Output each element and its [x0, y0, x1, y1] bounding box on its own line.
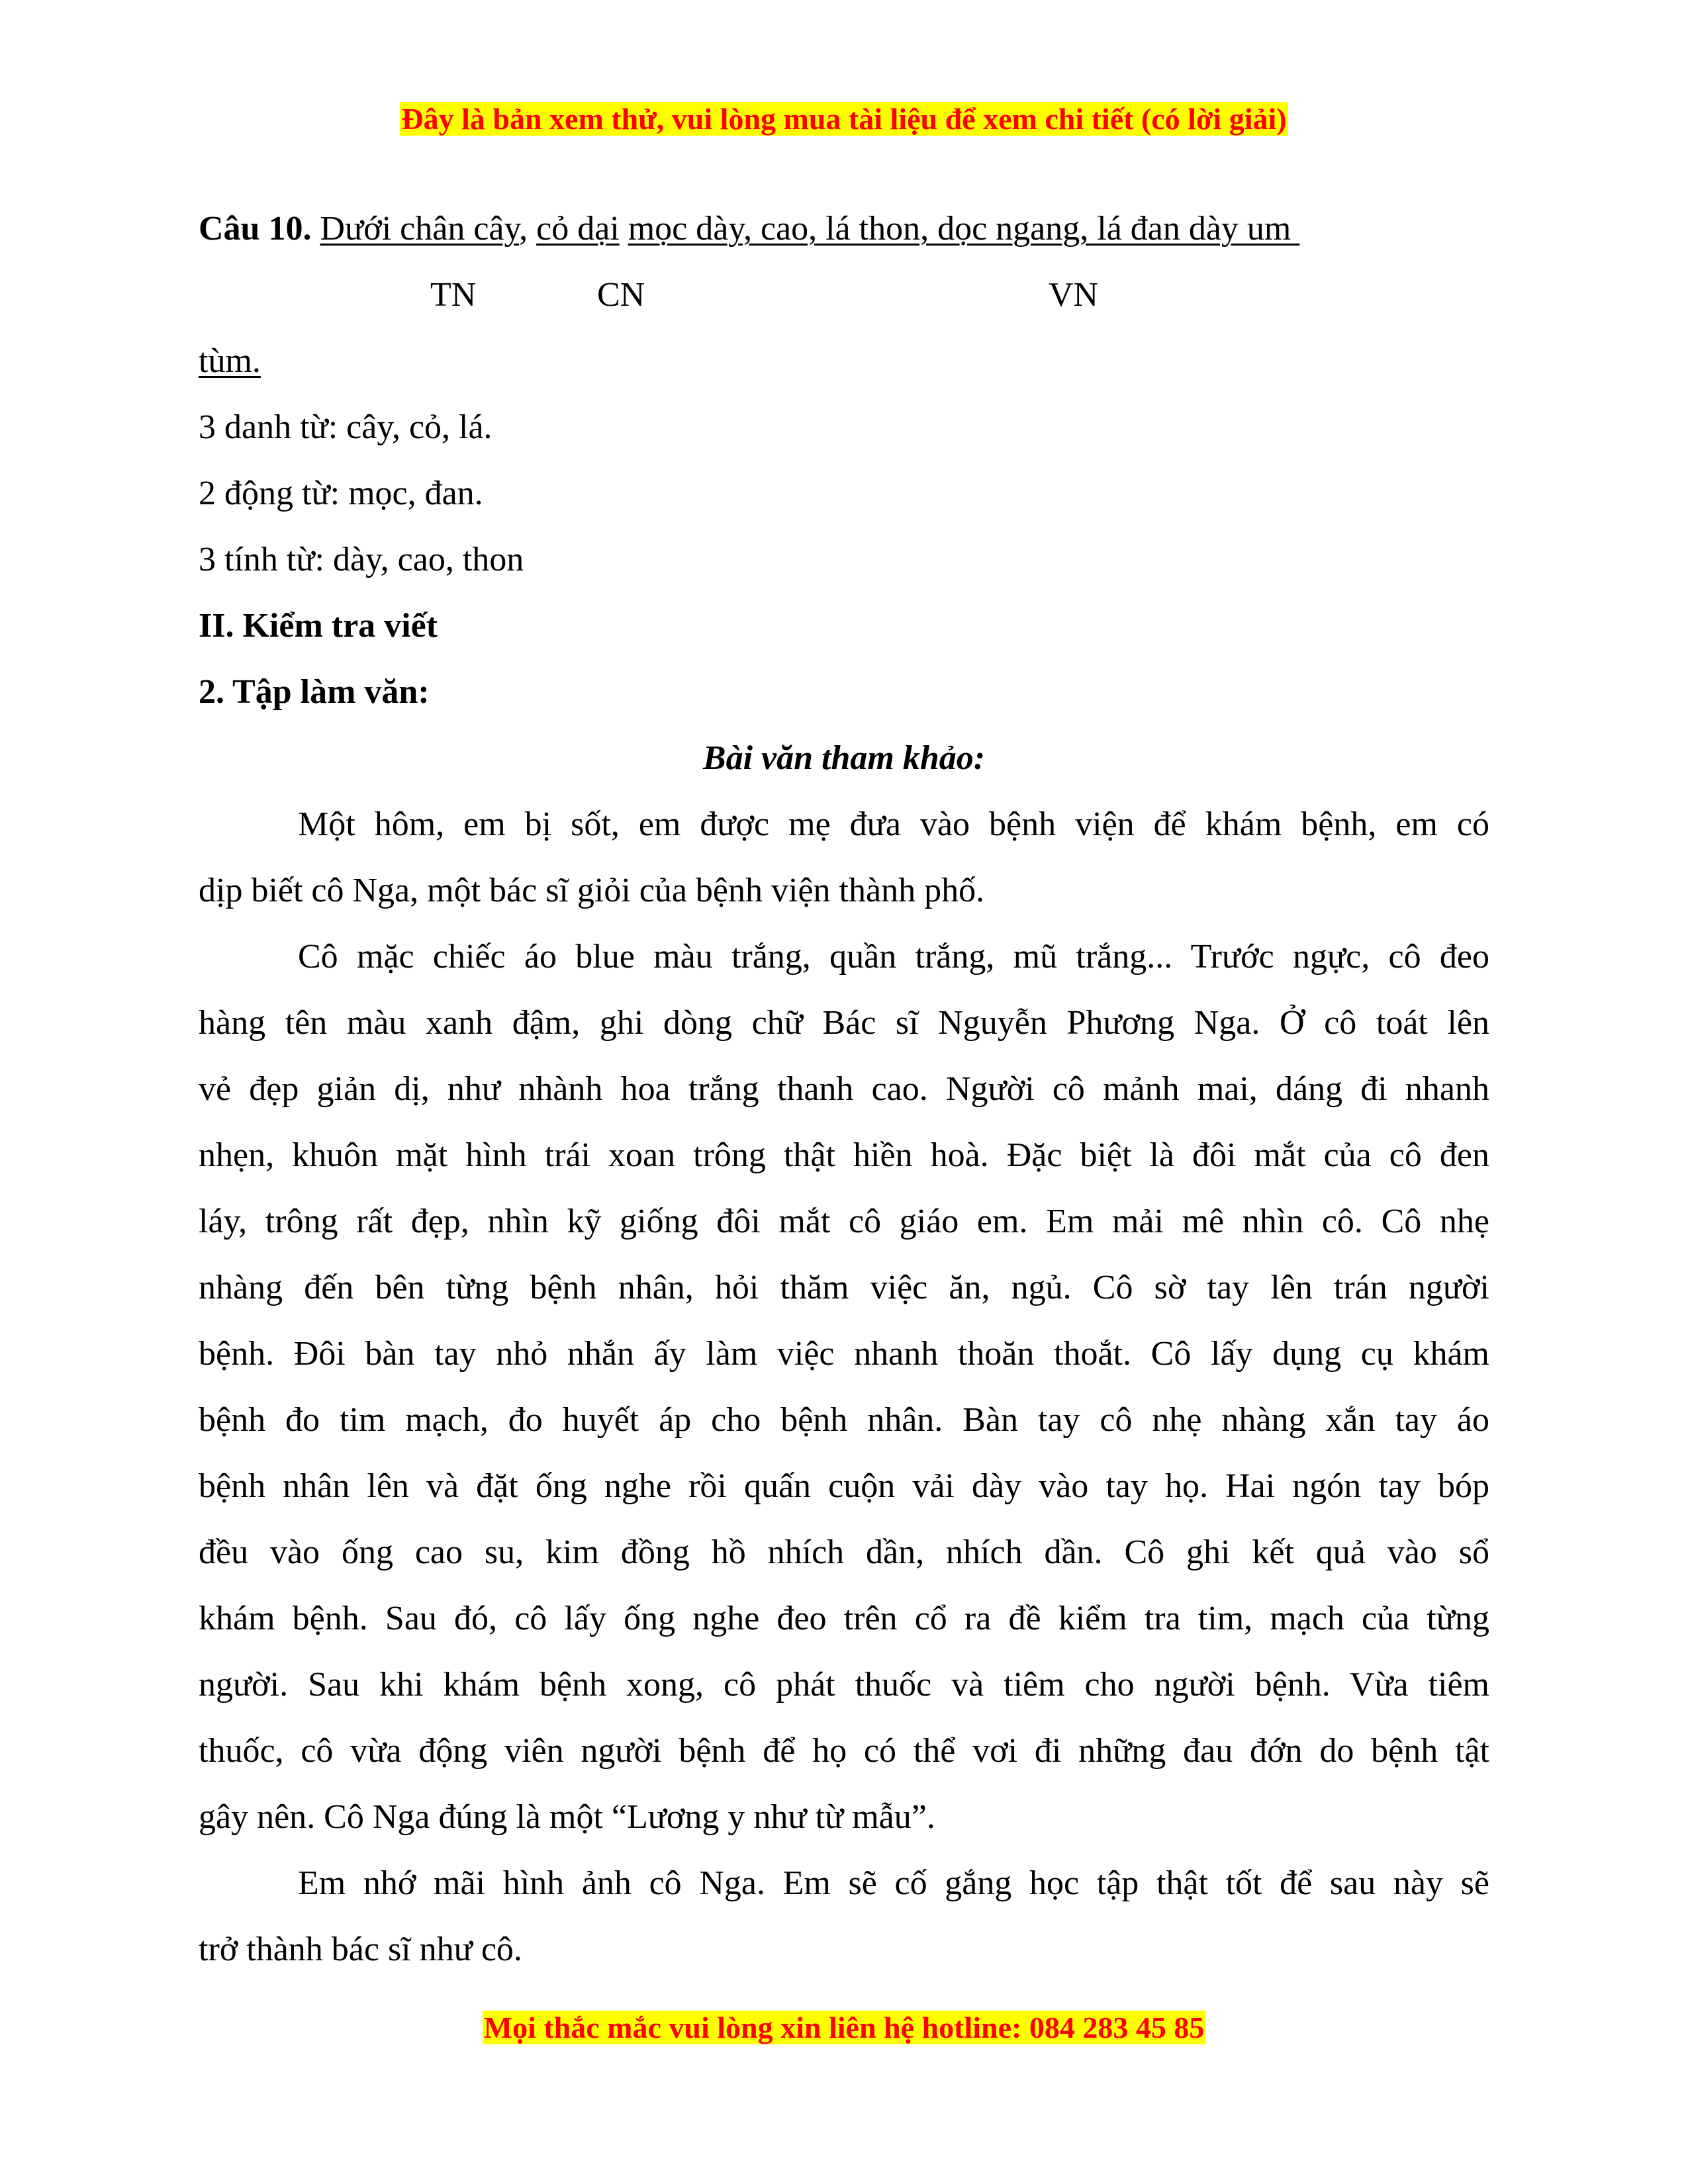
verb-list: 2 động từ: mọc, đan.	[199, 475, 483, 512]
tag-vn: VN	[1049, 276, 1099, 314]
paragraph-2-line: nhẹn, khuôn mặt hình trái xoan trông thật hiền hoà. Đặc biệt là đôi mắt của cô đen	[199, 1136, 1489, 1174]
header-notice	[0, 101, 1688, 138]
paragraph-3-line: Em nhớ mãi hình ảnh cô Nga. Em sẽ cố gắng học tập thật tốt để sau này sẽ	[298, 1864, 1489, 1902]
question-tn-phrase: Dưới chân cây	[320, 210, 520, 248]
paragraph-2-line: thuốc, cô vừa động viên người bệnh để họ có thể vơi đi những đau đớn do bệnh tật	[199, 1732, 1489, 1770]
paragraph-2-line: người. Sau khi khám bệnh xong, cô phát thuốc và tiêm cho người bệnh. Vừa tiêm	[199, 1666, 1489, 1704]
noun-list: 3 danh từ: cây, cỏ, lá.	[199, 408, 492, 446]
question-line-end	[199, 341, 1489, 381]
paragraph-2-line: gây nên. Cô Nga đúng là một “Lương y như từ mẫu”.	[199, 1798, 935, 1836]
tag-tn: TN	[430, 276, 477, 314]
subsection-heading: 2. Tập làm văn:	[199, 673, 430, 711]
paragraph-2-line: nhàng đến bên từng bệnh nhân, hỏi thăm việc ăn, ngủ. Cô sờ tay lên trán người	[199, 1269, 1489, 1306]
paragraph-2-line: bệnh đo tim mạch, đo huyết áp cho bệnh nhân. Bàn tay cô nhẹ nhàng xắn tay áo	[199, 1401, 1489, 1439]
question-vn-phrase: mọc dày, cao, lá thon, dọc ngang, lá đan dày um	[628, 210, 1291, 248]
section-heading: II. Kiểm tra viết	[199, 607, 438, 645]
paragraph-2-line: Cô mặc chiếc áo blue màu trắng, quần trắng, mũ trắng... Trước ngực, cô đeo	[298, 938, 1489, 976]
paragraph-2-line: bệnh nhân lên và đặt ống nghe rồi quấn cuộn vải dày vào tay họ. Hai ngón tay bóp	[199, 1467, 1489, 1505]
paragraph-3-line: trở thành bác sĩ như cô.	[199, 1931, 522, 1968]
essay-title: Bài văn tham khảo:	[702, 739, 986, 777]
paragraph-2-line: khám bệnh. Sau đó, cô lấy ống nghe đeo trên cổ ra đề kiểm tra tim, mạch của từng	[199, 1600, 1489, 1637]
footer-notice	[0, 2009, 1688, 2046]
paragraph-2-line: đều vào ống cao su, kim đồng hồ nhích dần, nhích dần. Cô ghi kết quả vào sổ	[199, 1533, 1489, 1571]
question-label: Câu 10.	[199, 210, 312, 248]
paragraph-1-line: dịp biết cô Nga, một bác sĩ giỏi của bệnh viện thành phố.	[199, 872, 985, 909]
question-vn-end: tùm.	[199, 342, 261, 380]
question-line	[199, 209, 1489, 249]
paragraph-2-line: hàng tên màu xanh đậm, ghi dòng chữ Bác sĩ Nguyễn Phương Nga. Ở cô toát lên	[199, 1004, 1489, 1042]
question-comma: ,	[519, 210, 528, 248]
paragraph-2-line: láy, trông rất đẹp, nhìn kỹ giống đôi mắt cô giáo em. Em mải mê nhìn cô. Cô nhẹ	[199, 1203, 1489, 1240]
adjective-list: 3 tính từ: dày, cao, thon	[199, 541, 524, 578]
paragraph-1-line: Một hôm, em bị sốt, em được mẹ đưa vào bệnh viện để khám bệnh, em có	[298, 805, 1489, 843]
header-notice-text: Đây là bản xem thử, vui lòng mua tài liệu để xem chi tiết (có lời giải)	[401, 102, 1287, 136]
paragraph-2-line: bệnh. Đôi bàn tay nhỏ nhắn ấy làm việc nhanh thoăn thoắt. Cô lấy dụng cụ khám	[199, 1335, 1489, 1373]
footer-notice-text: Mọi thắc mắc vui lòng xin liên hệ hotline: 084 283 45 85	[483, 2011, 1205, 2044]
tag-cn: CN	[597, 276, 645, 314]
question-cn-phrase: cỏ dại	[536, 210, 620, 248]
paragraph-2-line: vẻ đẹp giản dị, như nhành hoa trắng thanh cao. Người cô mảnh mai, dáng đi nhanh	[199, 1070, 1489, 1108]
